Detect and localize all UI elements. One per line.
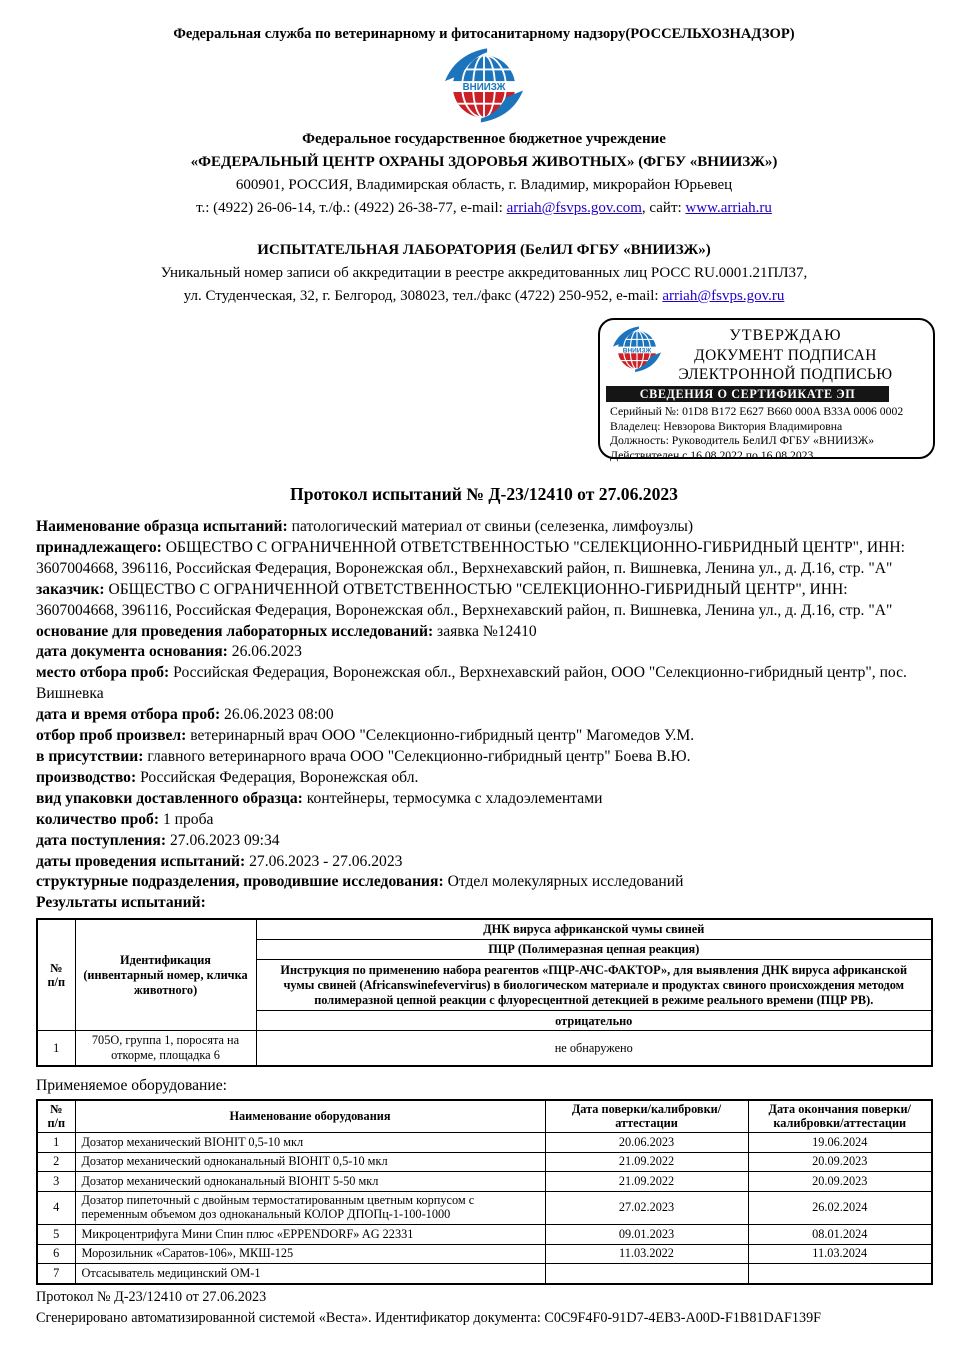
- results-section-label: Результаты испытаний:: [36, 894, 206, 912]
- equipment-date: 20.06.2023: [545, 1133, 748, 1153]
- field-label: Наименование образца испытаний:: [36, 518, 288, 535]
- vniizh-globe-icon: [437, 46, 531, 124]
- results-row-id: 705О, группа 1, поросята на откорме, площадка 6: [75, 1031, 256, 1066]
- field-row: [36, 663, 932, 705]
- equipment-date: 21.09.2022: [545, 1152, 748, 1172]
- equipment-num: 3: [37, 1172, 75, 1192]
- field-label: структурные подразделения, проводившие исследования:: [36, 873, 444, 891]
- field-value: контейнеры, термосумка с хладоэлементами: [306, 789, 603, 807]
- field-row: [36, 580, 932, 622]
- field-row: [36, 872, 932, 893]
- email-link-lab[interactable]: arriah@fsvps.gov.ru: [662, 288, 785, 304]
- equipment-date-end: [748, 1264, 932, 1284]
- logo-text: ВНИИЗЖ: [462, 82, 506, 94]
- equipment-name: Дозатор механический BIOHIT 0,5-10 мкл: [75, 1133, 545, 1153]
- org-name: «ФЕДЕРАЛЬНЫЙ ЦЕНТР ОХРАНЫ ЗДОРОВЬЯ ЖИВОТНЫХ» (ФГБУ «ВНИИЗЖ»): [190, 154, 778, 170]
- field-row: [36, 747, 932, 768]
- equipment-row: [37, 1191, 932, 1224]
- stamp-signed-line1: ДОКУМЕНТ ПОДПИСАН: [694, 347, 877, 364]
- field-label: заказчик:: [36, 580, 105, 598]
- email-link-main[interactable]: arriah@fsvps.gov.com: [506, 200, 642, 216]
- equipment-col-name-header: Наименование оборудования: [75, 1100, 545, 1133]
- equipment-name: Морозильник «Саратов-106», МКШ-125: [75, 1244, 545, 1264]
- field-label: количество проб:: [36, 810, 160, 828]
- org-contacts: [36, 197, 932, 220]
- equipment-col-date-end-header: Дата окончания поверки/калибровки/аттестации: [748, 1100, 932, 1133]
- field-label: дата и время отбора проб:: [36, 706, 221, 724]
- contact-prefix: т.: (4922) 26-06-14, т./ф.: (4922) 26-38-77, e-mail:: [196, 200, 507, 216]
- equipment-date: 27.02.2023: [545, 1191, 748, 1224]
- stamp-approve-text: УТВЕРЖДАЮ: [729, 327, 842, 344]
- stamp-vniizh-globe-icon: [608, 325, 666, 373]
- protocol-fields: [36, 517, 932, 914]
- equipment-date: 09.01.2023: [545, 1225, 748, 1245]
- equipment-num: 7: [37, 1264, 75, 1284]
- equipment-date-end: 26.02.2024: [748, 1191, 932, 1224]
- lab-contacts: [36, 285, 932, 308]
- field-row: [36, 810, 932, 831]
- stamp-logo: [608, 325, 670, 378]
- equipment-row: [37, 1264, 932, 1284]
- equipment-col-date-header: Дата поверки/калибровки/аттестации: [545, 1100, 748, 1133]
- field-label: в присутствии:: [36, 747, 144, 765]
- results-row-num: 1: [37, 1031, 75, 1066]
- org-address: 600901, РОССИЯ, Владимирская область, г. Владимир, микрорайон Юрьевец: [235, 177, 733, 193]
- stamp-cert-details: [600, 402, 933, 464]
- equipment-date-end: 11.03.2024: [748, 1244, 932, 1264]
- field-value: Российская Федерация, Воронежская обл.: [140, 768, 419, 786]
- results-method: ПЦР (Полимеразная цепная реакция): [256, 940, 932, 960]
- org-type: Федеральное государственное бюджетное учреждение: [302, 131, 666, 147]
- field-value: заявка №12410: [437, 622, 537, 640]
- field-value: патологический материал от свиньи (селезенка, лимфоузлы): [291, 518, 694, 535]
- stamp-heading: [670, 325, 927, 384]
- stamp-position: Должность: Руководитель БелИЛ ФГБУ «ВНИИЗЖ»: [610, 434, 875, 448]
- equipment-col-num-line2: п/п: [47, 1115, 66, 1130]
- field-row: [36, 726, 932, 747]
- stamp-logo-text: ВНИИЗЖ: [622, 347, 652, 355]
- equipment-num: 6: [37, 1244, 75, 1264]
- field-label: основание для проведения лабораторных исследований:: [36, 622, 434, 640]
- results-row-result: не обнаружено: [256, 1031, 932, 1066]
- equipment-date: [545, 1264, 748, 1284]
- stamp-cert-bar: СВЕДЕНИЯ О СЕРТИФИКАТЕ ЭП: [606, 386, 889, 402]
- field-label: отбор проб произвел:: [36, 727, 187, 745]
- results-col-num-line2: п/п: [47, 975, 66, 990]
- document-footer: [36, 1287, 932, 1330]
- equipment-name: Микроцентрифуга Мини Спин плюс «EPPENDORF» AG 22331: [75, 1225, 545, 1245]
- equipment-row: [37, 1244, 932, 1264]
- field-label: производство:: [36, 768, 137, 786]
- field-value: ОБЩЕСТВО С ОГРАНИЧЕННОЙ ОТВЕТСТВЕННОСТЬЮ "СЕЛЕКЦИОННО-ГИБРИДНЫЙ ЦЕНТР", ИНН: 3607004668, 396116, Российская Федерация, Воронежская обл., Верхнехавский район, п. Вишневка, Ленина ул., д. Д.16, стр. "А": [36, 580, 893, 619]
- field-row: [36, 642, 932, 663]
- results-instruction: Инструкция по применению набора реагентов «ПЦР-АЧС-ФАКТОР», для выявления ДНК вируса африканской чумы свиней (Africanswinefevervirus) в биологическом материале и продуктах свиного происхождения методом полимеразной цепной реакции с флуоресцентной детекцией в режиме реального времени (ПЦР РВ).: [256, 960, 932, 1011]
- field-value: Отдел молекулярных исследований: [447, 873, 684, 891]
- field-label: дата поступления:: [36, 831, 167, 849]
- field-value: 26.06.2023: [231, 643, 302, 661]
- equipment-col-num-header: [37, 1100, 75, 1133]
- equipment-row: [37, 1133, 932, 1153]
- protocol-title: Протокол испытаний № Д-23/12410 от 27.06.2023: [290, 484, 678, 504]
- equipment-num: 5: [37, 1225, 75, 1245]
- field-row: [36, 538, 932, 580]
- equipment-name: Отсасыватель медицинский ОМ-1: [75, 1264, 545, 1284]
- equipment-date-end: 20.09.2023: [748, 1172, 932, 1192]
- field-label: принадлежащего:: [36, 538, 162, 556]
- contact-mid: , сайт:: [641, 200, 686, 216]
- field-value: ОБЩЕСТВО С ОГРАНИЧЕННОЙ ОТВЕТСТВЕННОСТЬЮ "СЕЛЕКЦИОННО-ГИБРИДНЫЙ ЦЕНТР", ИНН: 3607004668, 396116, Российская Федерация, Воронежская обл., Верхнехавский район, п. Вишневка, Ленина ул., д. Д.16, стр. "А": [36, 538, 905, 577]
- field-label: даты проведения испытаний:: [36, 852, 246, 870]
- results-norm: отрицательно: [256, 1011, 932, 1031]
- equipment-col-num-line1: №: [50, 1102, 63, 1116]
- field-row: [36, 768, 932, 789]
- field-row: [36, 789, 932, 810]
- equipment-row: [37, 1172, 932, 1192]
- stamp-validity: Действителен с 16.08.2022 по 16.08.2023: [610, 449, 814, 463]
- approval-stamp: [598, 318, 935, 463]
- equipment-header-row: [37, 1100, 932, 1133]
- equipment-date: 21.09.2022: [545, 1172, 748, 1192]
- field-label: дата документа основания:: [36, 643, 228, 661]
- results-header-row-test: [37, 919, 932, 939]
- results-col-id-header: Идентификация (инвентарный номер, кличка животного): [75, 919, 256, 1031]
- equipment-date-end: 08.01.2024: [748, 1225, 932, 1245]
- results-col-num-header: [37, 919, 75, 1031]
- field-value: 1 проба: [162, 810, 214, 828]
- field-row: [36, 705, 932, 726]
- results-data-row: [37, 1031, 932, 1066]
- field-row: [36, 517, 932, 538]
- equipment-name: Дозатор механический одноканальный BIOHIT 5-50 мкл: [75, 1172, 545, 1192]
- field-value: ветеринарный врач ООО "Селекционно-гибридный центр" Магомедов У.М.: [190, 727, 695, 745]
- results-test-name: ДНК вируса африканской чумы свиней: [256, 919, 932, 939]
- lab-contact-prefix: ул. Студенческая, 32, г. Белгород, 308023, тел./факс (4722) 250-952, e-mail:: [183, 288, 663, 304]
- equipment-num: 2: [37, 1152, 75, 1172]
- stamp-signed-line2: ЭЛЕКТРОННОЙ ПОДПИСЬЮ: [678, 366, 893, 383]
- stamp-owner: Владелец: Невзорова Виктория Владимировна: [610, 419, 843, 433]
- equipment-name: Дозатор механический одноканальный BIOHIT 0,5-10 мкл: [75, 1152, 545, 1172]
- lab-accreditation: Уникальный номер записи об аккредитации в реестре аккредитованных лиц РОСС RU.0001.21ПЛ37,: [160, 265, 808, 281]
- field-row: [36, 852, 932, 873]
- website-link[interactable]: www.arriah.ru: [685, 200, 772, 216]
- equipment-date-end: 20.09.2023: [748, 1152, 932, 1172]
- footer-generated-note: Сгенерировано автоматизированной системой «Веста». Идентификатор документа: C0C9F4F0-91D7-4EB3-A00D-F1B81DAF139F: [36, 1310, 822, 1327]
- footer-protocol-ref: Протокол № Д-23/12410 от 27.06.2023: [36, 1288, 267, 1305]
- field-label: вид упаковки доставленного образца:: [36, 789, 303, 807]
- agency-header: Федеральная служба по ветеринарному и фитосанитарному надзору(РОССЕЛЬХОЗНАДЗОР): [173, 26, 795, 42]
- equipment-date-end: 19.06.2024: [748, 1133, 932, 1153]
- equipment-num: 1: [37, 1133, 75, 1153]
- stamp-top-row: [600, 320, 933, 384]
- equipment-row: [37, 1152, 932, 1172]
- equipment-table: [36, 1099, 933, 1285]
- lab-name: ИСПЫТАТЕЛЬНАЯ ЛАБОРАТОРИЯ (БелИЛ ФГБУ «ВНИИЗЖ»): [257, 242, 711, 258]
- field-value: 27.06.2023 09:34: [169, 831, 280, 849]
- results-col-num-line1: №: [50, 960, 63, 975]
- results-table: [36, 918, 933, 1067]
- field-value: главного ветеринарного врача ООО "Селекционно-гибридный центр" Боева В.Ю.: [147, 747, 691, 765]
- equipment-date: 11.03.2022: [545, 1244, 748, 1264]
- field-value: 27.06.2023 - 27.06.2023: [249, 852, 403, 870]
- field-label: место отбора проб:: [36, 664, 170, 682]
- equipment-section-label: Применяемое оборудование:: [36, 1077, 227, 1094]
- field-value: 26.06.2023 08:00: [224, 706, 334, 724]
- equipment-name: Дозатор пипеточный с двойным термостатированным цветным корпусом с переменным объемом доз одноканальный КОЛОР ДПОПц-1-100-1000: [75, 1191, 545, 1224]
- equipment-num: 4: [37, 1191, 75, 1224]
- field-row: [36, 622, 932, 643]
- equipment-row: [37, 1225, 932, 1245]
- stamp-serial: Серийный №: 01D8 B172 E627 B660 000A B33A 0006 0002: [610, 405, 904, 418]
- org-logo: [36, 46, 932, 126]
- field-value: Российская Федерация, Воронежская обл., Верхнехавский район, ООО "Селекционно-гибридный центр", пос. Вишневка: [36, 664, 907, 703]
- field-row: [36, 831, 932, 852]
